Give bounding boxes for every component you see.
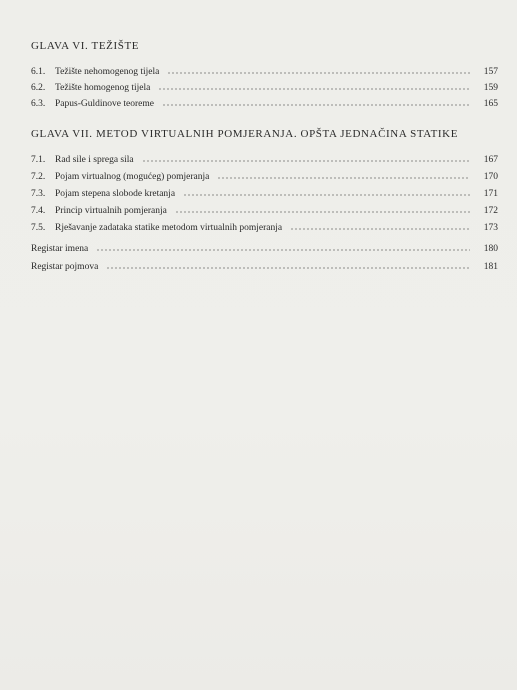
toc-entry	[31, 186, 498, 200]
toc-entry	[31, 96, 498, 110]
toc-entry	[31, 80, 498, 94]
entry-number: 6.1.	[31, 67, 46, 77]
entry-number: 7.3.	[31, 189, 46, 199]
entry-title: Pojam virtualnog (mogućeg) pomjeranja	[55, 172, 210, 182]
entry-page: 173	[483, 223, 498, 233]
dot-leader	[183, 186, 470, 196]
dot-leader	[290, 220, 470, 230]
dot-leader	[158, 80, 470, 90]
entry-title: Rješavanje zadataka statike metodom virtualnih pomjeranja	[55, 223, 283, 233]
entry-title: Registar imena	[31, 244, 89, 254]
dot-leader	[142, 152, 470, 162]
toc-entry	[31, 169, 498, 183]
entry-number: 6.3.	[31, 99, 46, 109]
dot-leader	[217, 169, 470, 179]
entry-number: 7.4.	[31, 206, 46, 216]
entry-page: 159	[483, 83, 498, 93]
toc-entry-index	[31, 259, 498, 273]
entry-page: 180	[483, 244, 498, 254]
entry-page: 170	[483, 172, 498, 182]
entry-title: Težište homogenog tijela	[55, 83, 151, 93]
chapter-heading: GLAVA VII. METOD VIRTUALNIH POMJERANJA. OPŠTA JEDNAČINA STATIKE	[31, 128, 459, 140]
entry-title: Pojam stepena slobode kretanja	[55, 189, 176, 199]
entry-page: 181	[483, 262, 498, 272]
entry-title: Težište nehomogenog tijela	[55, 67, 160, 77]
entry-page: 171	[483, 189, 498, 199]
entry-page: 157	[483, 67, 498, 77]
entry-title: Princip virtualnih pomjeranja	[55, 206, 167, 216]
toc-entry	[31, 220, 498, 234]
dot-leader	[162, 96, 470, 106]
dot-leader	[167, 64, 470, 74]
dot-leader	[96, 241, 470, 251]
entry-title: Registar pojmova	[31, 262, 99, 272]
entry-number: 7.5.	[31, 223, 46, 233]
entry-page: 172	[483, 206, 498, 216]
entry-title: Rad sile i sprega sila	[55, 155, 134, 165]
entry-page: 165	[483, 99, 498, 109]
toc-entry	[31, 152, 498, 166]
entry-title: Papus-Guldinove teoreme	[55, 99, 154, 109]
dot-leader	[175, 203, 470, 213]
toc-entry	[31, 64, 498, 78]
entry-number: 7.1.	[31, 155, 46, 165]
chapter-heading: GLAVA VI. TEŽIŠTE	[31, 40, 140, 52]
toc-entry-index	[31, 241, 498, 255]
entry-page: 167	[483, 155, 498, 165]
entry-number: 7.2.	[31, 172, 46, 182]
entry-number: 6.2.	[31, 83, 46, 93]
toc-entry	[31, 203, 498, 217]
dot-leader	[106, 259, 470, 269]
